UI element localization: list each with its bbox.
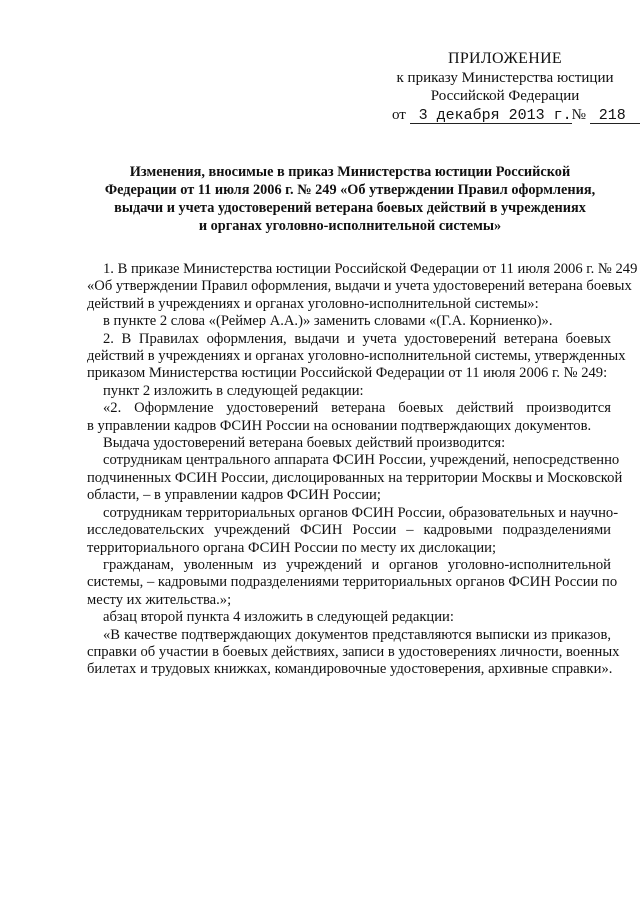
paragraph-line: действий в учреждениях и органах уголовно-исполнительной системы»:: [87, 295, 539, 312]
document-title-line: Федерации от 11 июля 2006 г. № 249 «Об утверждении Правил оформления,: [104, 182, 596, 198]
paragraph-line: «В качестве подтверждающих документов представляются выписки из приказов,: [103, 626, 611, 643]
paragraph: [87, 626, 620, 679]
paragraph-line: пункт 2 изложить в следующей редакции:: [103, 382, 364, 399]
order-date: [410, 108, 572, 124]
paragraph-line: 2. В Правилах оформления, выдачи и учета удостоверений ветерана боевых: [103, 330, 611, 347]
paragraph-line: сотрудникам территориальных органов ФСИН России, образовательных и научно-: [103, 504, 619, 521]
document-title: [90, 163, 610, 235]
order-date-line: [390, 106, 626, 125]
paragraph: [87, 313, 611, 330]
paragraph-line: действий в учреждениях и органах уголовно-исполнительной системы, утвержденных: [87, 348, 626, 365]
document-title-line: выдачи и учета удостоверений ветерана боевых действий в учреждениях: [114, 200, 586, 216]
paragraph-line: подчиненных ФСИН России, дислоцированных на территории Москвы и Московской: [87, 469, 623, 486]
paragraph-line: в управлении кадров ФСИН России на основании подтверждающих документов.: [87, 417, 592, 434]
paragraph-line: справки об участии в боевых действиях, записи в удостоверениях личности, военных: [87, 643, 620, 660]
document-title-line: и органах уголовно-исполнительной системы»: [198, 218, 502, 234]
document-title-line: Изменения, вносимые в приказ Министерства юстиции Российской: [129, 164, 571, 180]
number-sign: №: [571, 106, 586, 123]
paragraph-line: сотрудникам центрального аппарата ФСИН России, учреждений, непосредственно: [103, 452, 620, 469]
paragraph: [87, 435, 611, 452]
order-date-value: 3 декабря 2013 г.: [418, 106, 572, 124]
paragraph-line: 1. В приказе Министерства юстиции Российской Федерации от 11 июля 2006 г. № 249: [103, 261, 638, 277]
paragraph: [87, 556, 618, 609]
appendix-line-1: к приказу Министерства юстиции: [396, 69, 614, 86]
paragraph-line: Выдача удостоверений ветерана боевых действий производится:: [103, 435, 506, 452]
paragraph-line: приказом Министерства юстиции Российской Федерации от 11 июля 2006 г. № 249:: [87, 365, 608, 382]
paragraph: [87, 400, 611, 435]
paragraph-line: системы, – кадровыми подразделениями территориальных органов ФСИН России по: [87, 574, 618, 591]
paragraph: [87, 452, 623, 504]
date-prefix: от: [392, 106, 406, 123]
paragraph-line: в пункте 2 слова «(Реймер А.А.)» заменить словами «(Г.А. Корниенко)».: [103, 313, 553, 330]
paragraph-line: абзац второй пункта 4 изложить в следующей редакции:: [103, 609, 454, 626]
appendix-title: ПРИЛОЖЕНИЕ: [447, 50, 562, 67]
paragraph-line: билетах и трудовых книжках, командировочные удостоверения, архивные справки».: [87, 661, 613, 678]
paragraph-line: гражданам, уволенным из учреждений и органов уголовно-исполнительной: [103, 556, 611, 573]
paragraph-line: месту их жительства.»;: [87, 591, 232, 608]
order-number: [590, 108, 640, 124]
paragraph: [87, 330, 626, 383]
paragraph-line: исследовательских учреждений ФСИН России – кадровыми подразделениями: [87, 522, 611, 539]
paragraph-line: области, – в управлении кадров ФСИН России;: [87, 487, 381, 504]
paragraph: [87, 504, 619, 557]
document-body: [87, 261, 638, 679]
paragraph: [87, 609, 611, 626]
paragraph: [87, 261, 638, 313]
appendix-header: [390, 50, 626, 124]
appendix-line-2: Российской Федерации: [430, 88, 580, 104]
paragraph-line: «Об утверждении Правил оформления, выдачи и учета удостоверений ветерана боевых: [87, 278, 632, 295]
order-number-value: 218: [598, 106, 626, 124]
paragraph: [87, 383, 611, 400]
paragraph-line: «2. Оформление удостоверений ветерана боевых действий производится: [103, 400, 611, 417]
paragraph-line: территориального органа ФСИН России по месту их дислокации;: [87, 539, 497, 556]
